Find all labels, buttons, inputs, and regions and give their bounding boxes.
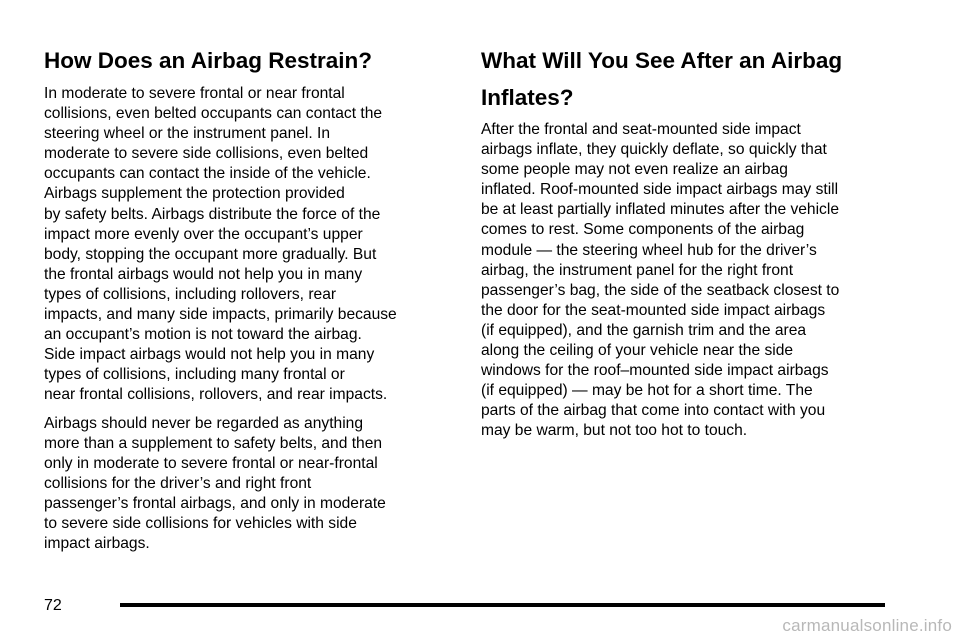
page-number: 72 xyxy=(44,597,62,614)
section-heading-airbag-restrain: How Does an Airbag Restrain? xyxy=(44,48,372,73)
left-column xyxy=(44,40,450,562)
paragraph-restrain-2: Airbags should never be regarded as anything more than a supplement to safety belts, and then only in moderate to severe frontal or near-frontal collisions for the driver’s and right front passenger’s frontal airbags, and only in moderate to severe side collisions for vehicles with side impact airbags. xyxy=(44,414,386,553)
footer-rule-divider xyxy=(120,603,885,607)
section-heading-after-inflation: What Will You See After an Airbag Inflates? xyxy=(481,48,843,110)
watermark-text: carmanualsonline.info xyxy=(782,616,952,635)
paragraph-restrain-1: In moderate to severe frontal or near frontal collisions, even belted occupants can contact the steering wheel or the instrument panel. In moderate to severe side collisions, even belted occupants can contact the inside of the vehicle. Airbags supplement the protection provided by safety belts. Airbags distribute the force of the impact more evenly over the occupant’s upper body, stopping the occupant more gradually. But the frontal airbags would not help you in many types of collisions, including rollovers, rear impacts, and many side impacts, primarily because an occupant’s motion is not toward the airbag. Side impact airbags would not help you in many types of collisions, including many frontal or near frontal collisions, rollovers, and rear impacts. xyxy=(44,85,397,404)
right-column xyxy=(481,40,873,450)
paragraph-after-inflation-1: After the frontal and seat-mounted side impact airbags inflate, they quickly deflate, so quickly that some people may not even realize an airbag inflated. Roof-mounted side impact airbags may still be at least partially inflated minutes after the vehicle comes to rest. Some components of the airbag module — the steering wheel hub for the driver’s airbag, the instrument panel for the right front passenger’s bag, the side of the seatback closest to the door for the seat-mounted side impact airbags (if equipped), and the garnish trim and the area along the ceiling of your vehicle near the side windows for the roof–mounted side impact airbags (if equipped) — may be hot for a short time. The parts of the airbag that come into contact with you may be warm, but not too hot to touch. xyxy=(481,121,840,440)
